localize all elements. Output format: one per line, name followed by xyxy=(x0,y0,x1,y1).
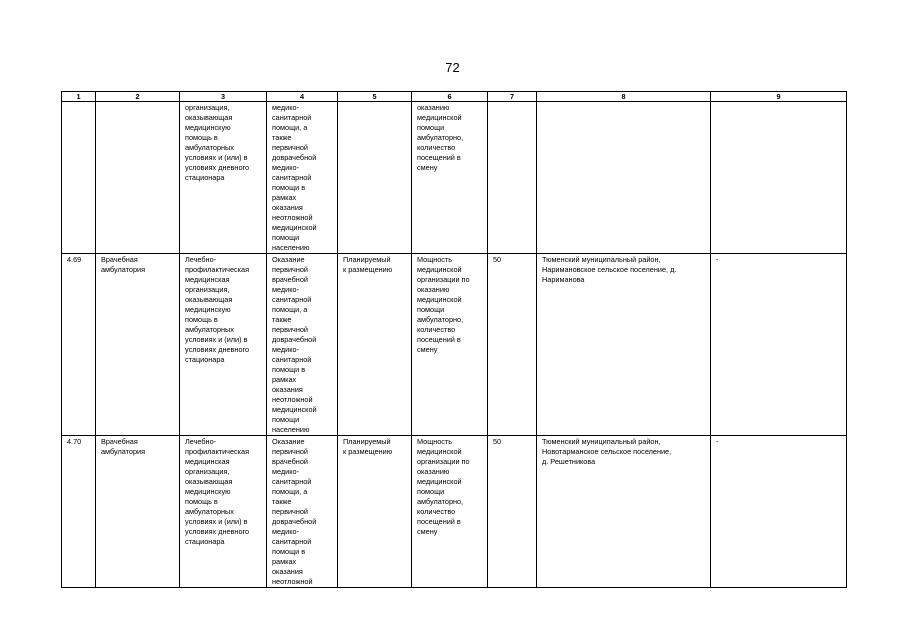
cell-text: Лечебно- профилактическая медицинская организация, оказывающая медицинскую помощь в амбулаторных условиях и (или) в условиях дневного стационара xyxy=(185,437,250,546)
cell-characteristic xyxy=(412,436,488,588)
cell-text: 4.69 xyxy=(67,255,82,264)
cell-object-type xyxy=(180,102,267,254)
cell-value xyxy=(488,436,537,588)
cell-text: Врачебная амбулатория xyxy=(101,437,146,456)
cell-object-type xyxy=(180,436,267,588)
cell-purpose xyxy=(267,254,338,436)
cell-text: Тюменский муниципальный район, Наримановское сельское поселение, д. Нариманова xyxy=(542,255,677,284)
cell-purpose xyxy=(267,102,338,254)
cell-location xyxy=(537,102,711,254)
table-row xyxy=(62,254,847,436)
cell-status xyxy=(338,436,412,588)
cell-value xyxy=(488,254,537,436)
cell-text: 50 xyxy=(493,255,502,264)
cell-text: Тюменский муниципальный район, Новотарманское сельское поселение, д. Решетникова xyxy=(542,437,672,466)
cell-zone xyxy=(711,102,847,254)
cell-text: Оказание первичной врачебной медико- санитарной помощи, а также первичной доврачебной медико- санитарной помощи в рамках оказания неотложной xyxy=(272,437,317,586)
cell-text: - xyxy=(716,437,719,446)
header-row xyxy=(62,92,847,102)
cell-characteristic xyxy=(412,102,488,254)
cell-text: Мощность медицинской организации по оказанию медицинской помощи амбулаторно, количество посещений в смену xyxy=(417,437,470,536)
cell-text: организация, оказывающая медицинскую помощь в амбулаторных условиях и (или) в условиях дневного стационара xyxy=(185,103,250,182)
table-row xyxy=(62,436,847,588)
cell-value xyxy=(488,102,537,254)
column-header-5: 5 xyxy=(338,92,412,102)
cell-number xyxy=(62,102,96,254)
cell-number xyxy=(62,254,96,436)
cell-text: 50 xyxy=(493,437,502,446)
data-table xyxy=(61,91,847,588)
cell-status xyxy=(338,102,412,254)
cell-text: оказанию медицинской помощи амбулаторно, количество посещений в смену xyxy=(417,103,464,172)
cell-zone xyxy=(711,436,847,588)
cell-text: 4.70 xyxy=(67,437,82,446)
cell-location xyxy=(537,436,711,588)
column-header-4: 4 xyxy=(267,92,338,102)
cell-text: - xyxy=(716,255,719,264)
cell-zone xyxy=(711,254,847,436)
cell-number xyxy=(62,436,96,588)
cell-status xyxy=(338,254,412,436)
cell-text: Планируемый к размещению xyxy=(343,437,393,456)
cell-characteristic xyxy=(412,254,488,436)
cell-text: Оказание первичной врачебной медико- санитарной помощи, а также первичной доврачебной медико- санитарной помощи в рамках оказания неотложной медицинской помощи населению xyxy=(272,255,317,434)
column-header-6: 6 xyxy=(412,92,488,102)
cell-object-name xyxy=(96,102,180,254)
table-row-continued xyxy=(62,102,847,254)
column-header-1: 1 xyxy=(62,92,96,102)
cell-object-name xyxy=(96,254,180,436)
cell-text: Врачебная амбулатория xyxy=(101,255,146,274)
column-header-3: 3 xyxy=(180,92,267,102)
page-number: 72 xyxy=(445,60,460,75)
cell-object-name xyxy=(96,436,180,588)
cell-purpose xyxy=(267,436,338,588)
column-header-8: 8 xyxy=(537,92,711,102)
cell-text: Мощность медицинской организации по оказанию медицинской помощи амбулаторно, количество посещений в смену xyxy=(417,255,470,354)
column-header-7: 7 xyxy=(488,92,537,102)
cell-text: Лечебно- профилактическая медицинская организация, оказывающая медицинскую помощь в амбулаторных условиях и (или) в условиях дневного стационара xyxy=(185,255,250,364)
cell-text: Планируемый к размещению xyxy=(343,255,393,274)
cell-object-type xyxy=(180,254,267,436)
column-header-2: 2 xyxy=(96,92,180,102)
cell-location xyxy=(537,254,711,436)
cell-text: медико- санитарной помощи, а также первичной доврачебной медико- санитарной помощи в рамках оказания неотложной медицинской помощи населению xyxy=(272,103,317,252)
column-header-9: 9 xyxy=(711,92,847,102)
